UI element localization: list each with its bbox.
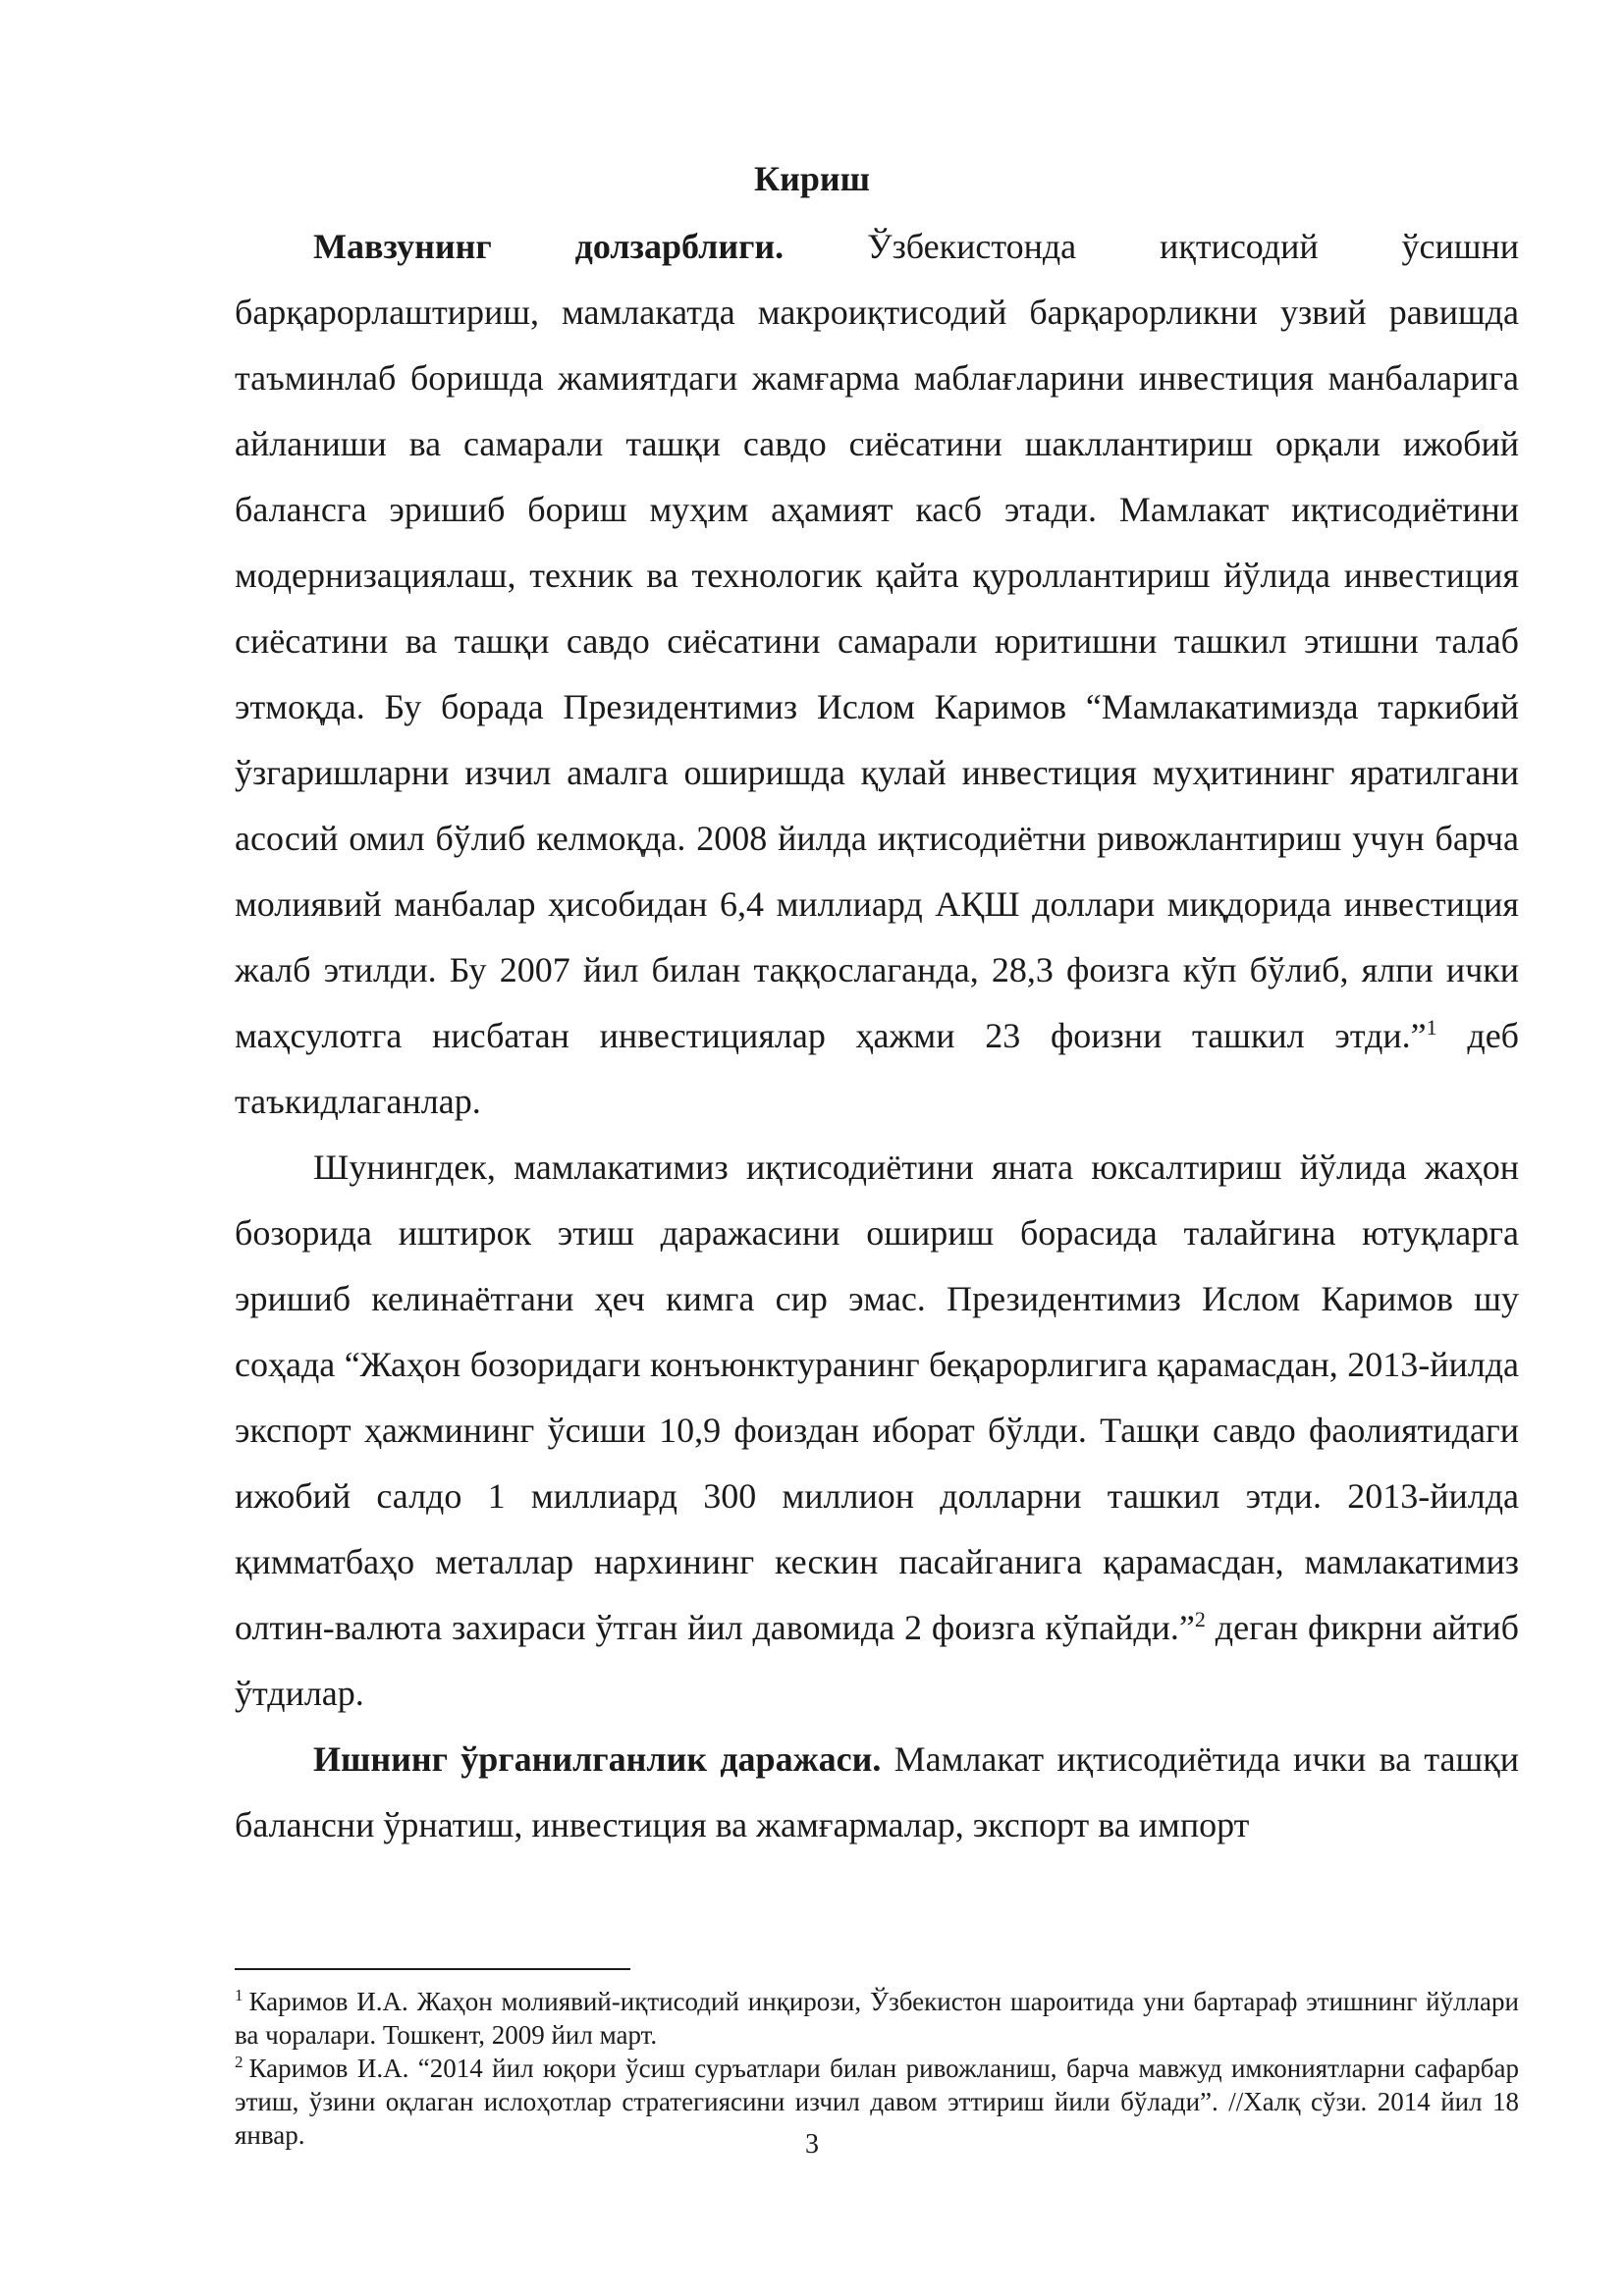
footnote-mark: 1 (235, 1986, 244, 2004)
paragraph-text: Шунингдек, мамлакатимиз иқтисодиётини яната юксалтириш йўлида жаҳон бозорида иштирок этиш даражасини ошириш борасида талайгина ютуқларга эришиб келинаётгани ҳеч кимга сир эмас. Президентимиз Ислом Каримов шу соҳада “Жаҳон бозоридаги конъюнктуранинг беқарорлигига қарамасдан, 2013-йилда экспорт ҳажмининг ўсиши 10,9 фоиздан иборат бўлди. Ташқи савдо фаолиятидаги ижобий салдо 1 миллиард 300 миллион долларни ташкил этди. 2013-йилда қимматбаҳо металлар нархининг кескин пасайганига қарамасдан, мамлакатимиз олтин-валюта захираси ўтган йил давомида 2 фоизга кўпайди.” (235, 1148, 1519, 1647)
paragraph-text: Мамлакат иқтисодиётида ички ва ташқи балансни ўрнатиш, инвестиция ва жамғармалар, экспорт ва импорт (235, 1739, 1519, 1844)
footnote-ref-2[interactable]: 2 (1194, 1607, 1206, 1631)
paragraph-lead: Ишнинг ўрганилганлик даражаси. (313, 1739, 882, 1779)
footnote-mark: 2 (235, 2053, 244, 2071)
page-title: Кириш (753, 159, 870, 198)
paragraph-relevance (235, 214, 1519, 1135)
paragraph-world-market (235, 1135, 1519, 1727)
footnote-separator (235, 1968, 630, 1970)
footnote-ref-1[interactable]: 1 (1426, 1015, 1437, 1040)
footnote-text: Каримов И.А. Жаҳон молиявий-иқтисодий инқирози, Ўзбекистон шароитида уни бартараф этишнинг йўллари ва чоралари. Тошкент, 2009 йил март. (235, 1987, 1519, 2050)
footnotes (235, 1985, 1519, 2152)
footnote-text: Каримов И.А. “2014 йил юқори ўсиш суръатлари билан ривожланиш, барча мавжуд имкониятларни сафарбар этиш, ўзини оқлаган ислоҳотлар стратегиясини изчил давом эттириш йили бўлади”. //Халқ сўзи. 2014 йил 18 январ. (235, 2054, 1519, 2150)
paragraph-tail: деган фикрни айтиб ўтдилар. (235, 1608, 1519, 1713)
paragraph-text: Ўзбекистонда иқтисодий ўсишни барқарорлаштириш, мамлакатда макроиқтисодий барқарорликни узвий равишда таъминлаб боришда жамиятдаги жамғарма маблағларини инвестиция манбаларига айланиши ва самарали ташқи савдо сиёсатини шакллантириш орқали ижобий балансга эришиб бориш муҳим аҳамият касб этади. Мамлакат иқтисодиётини модернизациялаш, техник ва технологик қайта қуроллантириш йўлида инвестиция сиёсатини ва ташқи савдо сиёсатини самарали юритишни ташкил этишни талаб этмоқда. Бу борада Президентимиз Ислом Каримов “Мамлакатимизда таркибий ўзгаришларни изчил амалга оширишда қулай инвестиция муҳитининг яратилгани асосий омил бўлиб келмоқда. 2008 йилда иқтисодиётни ривожлантириш учун барча молиявий манбалар ҳисобидан 6,4 миллиард АҚШ доллари миқдорида инвестиция жалб этилди. Бу 2007 йил билан таққослаганда, 28,3 фоизга кўп бўлиб, ялпи ички маҳсулотга нисбатан инвестициялар ҳажми 23 фоизни ташкил этди.” (235, 227, 1519, 1055)
paragraph-study-level (235, 1727, 1519, 1858)
page-number: 3 (805, 2129, 819, 2160)
paragraph-tail: деб таъкидлаганлар. (235, 1016, 1519, 1121)
paragraph-lead: Мавзунинг долзарблиги. (313, 227, 785, 266)
body-text (235, 214, 1519, 1858)
footnote-1 (235, 1985, 1519, 2052)
